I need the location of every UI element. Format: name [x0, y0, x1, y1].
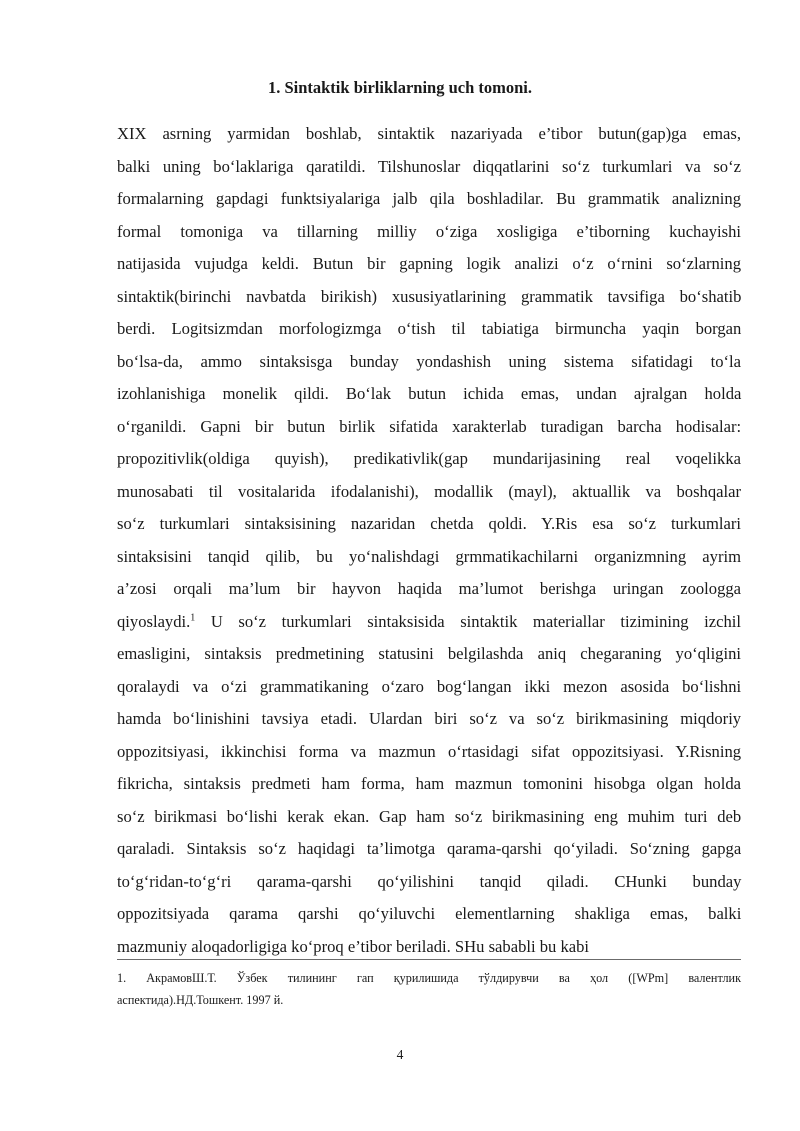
- text-line: sintaktik(birinchi navbatda birikish) xususiyatlarining grammatik tavsifiga bo‘shatib: [117, 286, 742, 306]
- footnote-reference[interactable]: 1: [190, 611, 196, 623]
- text-line: XIX asrning yarmidan boshlab, sintaktik nazariyada e’tibor butun(gap)ga emas,: [117, 124, 741, 143]
- section-heading: 1. Sintaktik birliklarning uch tomoni.: [267, 78, 533, 97]
- text-line: berdi. Logitsizmdan morfologizmga o‘tish til tabiatiga birmuncha yaqin borgan: [117, 319, 742, 338]
- text-line: balki uning bo‘laklariga qaratildi. Tilshunoslar diqqatlarini so‘z turkumlari va so‘z: [117, 156, 741, 176]
- body-paragraph: [117, 118, 741, 963]
- text-line: a’zosi orqali ma’lum bir hayvon haqida ma’lumot berishga uringan zoologga: [117, 579, 742, 598]
- text-segment: U so‘z turkumlari sintaksisida sintaktik materiallar tizimining izchil: [195, 611, 741, 631]
- text-line: fikricha, sintaksis predmeti ham forma, ham mazmun tomonini hisobga olgan holda: [117, 774, 741, 793]
- text-line: hamda bo‘linishini tavsiya etadi. Ulardan biri so‘z va so‘z birikmasining miqdoriy: [117, 709, 742, 728]
- text-line: qoralaydi va o‘zi grammatikaning o‘zaro bog‘langan ikki mezon asosida bo‘lishni: [117, 676, 742, 696]
- text-line: formalarning gapdagi funktsiyalariga jalb qila boshladilar. Bu grammatik analizning: [117, 189, 741, 208]
- text-line: bo‘lsa-da, ammo sintaksisga bunday yondashish uning sistema sifatidagi to‘la: [117, 351, 741, 371]
- text-line: propozitivlik(oldiga quyish), predikativlik(gap mundarijasining real voqelikka: [117, 449, 741, 468]
- text-line: mazmuniy aloqadorligiga ko‘proq e’tibor beriladi. SHu sababli bu kabi: [117, 936, 590, 956]
- text-line: emasligini, sintaksis predmetining statusini belgilashda aniq chegaraning yo‘qligini: [117, 644, 741, 663]
- text-line: to‘g‘ridan-to‘g‘ri qarama-qarshi qo‘yilishini tanqid qiladi. CHunki bunday: [117, 871, 742, 891]
- footnote-line: 1. АкрамовШ.Т. Ўзбек тилининг гап қурилишида тўлдирувчи ва ҳол ([WPm] валентлик: [117, 971, 741, 985]
- footnote-separator: [117, 959, 741, 960]
- footnote: [117, 967, 741, 1011]
- text-line: o‘rganildi. Gapni bir butun birlik sifatida xarakterlab turadigan barcha hodisalar:: [117, 416, 742, 436]
- text-line: sintaksisini tanqid qilib, bu yo‘nalishdagi grmmatikachilarni organizmning ayrim: [117, 546, 741, 566]
- text-line: izohlanishiga monelik qildi. Bo‘lak butun ichida emas, undan ajralgan holda: [117, 384, 742, 403]
- text-line: formal tomoniga va tillarning milliy o‘ziga xosligiga e’tiborning kuchayishi: [117, 221, 741, 241]
- text-line: qaraladi. Sintaksis so‘z haqidagi ta’limotga qarama-qarshi qo‘yiladi. So‘zning gapga: [117, 839, 742, 858]
- text-line: oppozitsiyasi, ikkinchisi forma va mazmun o‘rtasidagi sifat oppozitsiyasi. Y.Risning: [117, 741, 742, 761]
- page-number: 4: [396, 1047, 404, 1062]
- text-segment: qiyoslaydi.: [117, 611, 191, 631]
- text-line: munosabati til vositalarida ifodalanishi), modallik (mayl), aktuallik va boshqalar: [117, 481, 741, 501]
- text-line-with-footnote: [117, 606, 741, 639]
- footnote-line: аспектида).НД.Тошкент. 1997 й.: [117, 993, 284, 1007]
- text-line: so‘z turkumlari sintaksisining nazaridan chetda qoldi. Y.Ris esa so‘z turkumlari: [117, 514, 741, 533]
- text-line: natijasida vujudga keldi. Butun bir gapning logik analizi o‘z o‘rnini so‘zlarning: [117, 254, 741, 273]
- text-line: oppozitsiyada qarama qarshi qo‘yiluvchi elementlarning shakliga emas, balki: [117, 904, 742, 923]
- text-line: so‘z birikmasi bo‘lishi kerak ekan. Gap ham so‘z birikmasining eng muhim turi deb: [117, 806, 742, 826]
